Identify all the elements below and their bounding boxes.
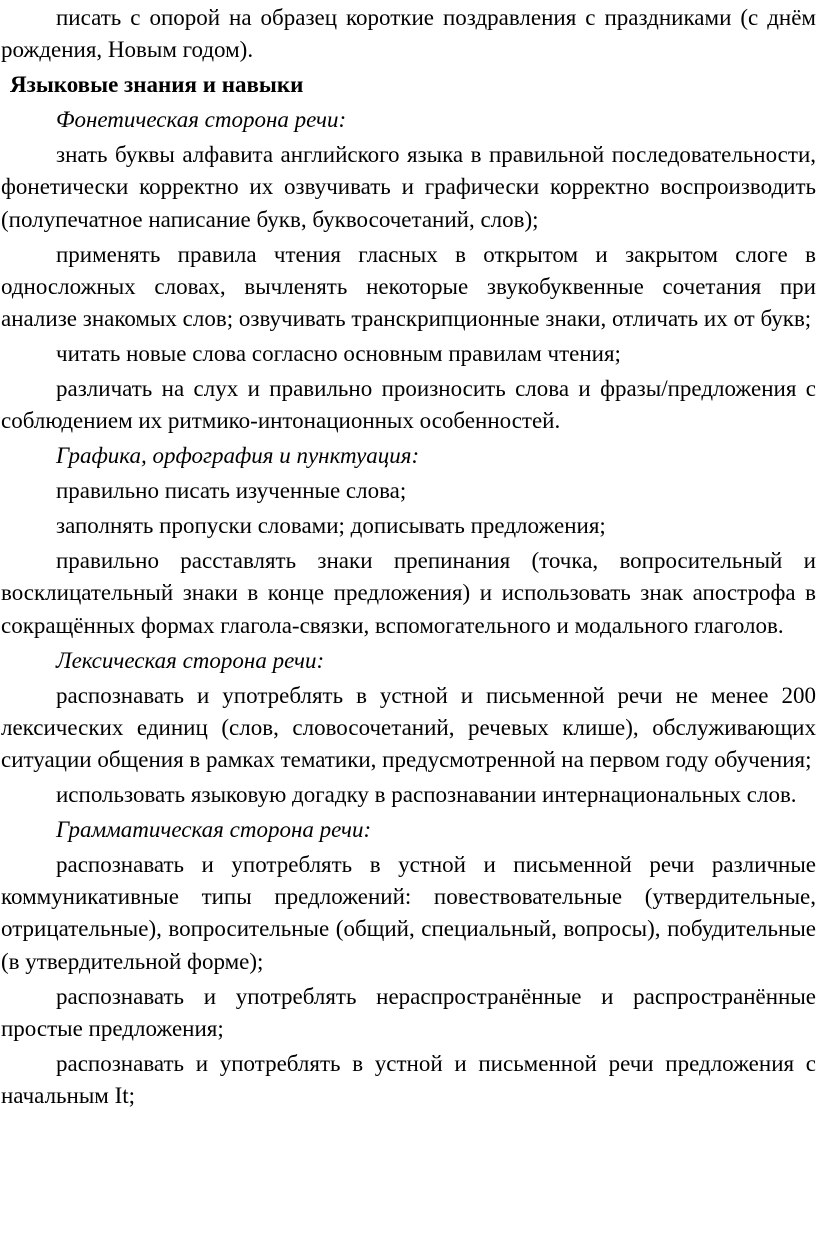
paragraph-read-new-words: читать новые слова согласно основным правилам чтения; — [56, 341, 621, 367]
paragraph-greetings: писать с опорой на образец короткие поздравления с праздниками (с днём рождения, Новым годом). — [1, 5, 816, 63]
paragraph-sentence-types: распознавать и употреблять в устной и письменной речи различные коммуникативные типы предложений: повествовательные (утвердительные, отрицательные), вопросительные (общий, специальный, вопросы), побудительные (в утвердительной форме); — [1, 852, 816, 974]
subheading-grammar: Грамматическая сторона речи: — [56, 817, 372, 843]
subheading-graphics-orthography: Графика, орфография и пунктуация: — [56, 443, 420, 469]
paragraph-lexical-units: распознавать и употреблять в устной и письменной речи не менее 200 лексических единиц (слов, словосочетаний, речевых клише), обслуживающих ситуации общения в рамках тематики, предусмотренной на первом году обучения; — [1, 682, 816, 773]
paragraph-it-sentences: распознавать и употреблять в устной и письменной речи предложения с начальным It; — [1, 1050, 816, 1109]
paragraph-simple-sentences: распознавать и употреблять нераспространённые и распространённые простые предложения; — [1, 983, 816, 1041]
paragraph-punctuation: правильно расставлять знаки препинания (точка, вопросительный и восклицательный знаки в конце предложения) и использовать знак апострофа в сокращённых формах глагола-связки, вспомогательного и модального глаголов. — [1, 548, 816, 638]
paragraph-fill-gaps: заполнять пропуски словами; дописывать предложения; — [56, 513, 606, 539]
paragraph-alphabet: знать буквы алфавита английского языка в правильной последовательности, фонетически корректно их озвучивать и графически корректно воспроизводить (полупечатное написание букв, буквосочетаний, слов); — [1, 142, 816, 232]
subheading-lexical: Лексическая сторона речи: — [56, 647, 325, 673]
paragraph-language-guess: использовать языковую догадку в распознавании интернациональных слов. — [56, 782, 797, 808]
paragraph-write-words: правильно писать изученные слова; — [56, 478, 407, 504]
paragraph-listening-pronunciation: различать на слух и правильно произносить слова и фразы/предложения с соблюдением их ритмико-интонационных особенностей. — [1, 376, 816, 434]
section-heading-language-skills: Языковые знания и навыки — [10, 72, 304, 98]
subheading-phonetics: Фонетическая сторона речи: — [56, 107, 347, 133]
paragraph-reading-rules: применять правила чтения гласных в открытом и закрытом слоге в односложных словах, вычленять некоторые звукобуквенные сочетания при анализе знакомых слов; озвучивать транскрипционные знаки, отличать их от букв; — [1, 241, 816, 332]
